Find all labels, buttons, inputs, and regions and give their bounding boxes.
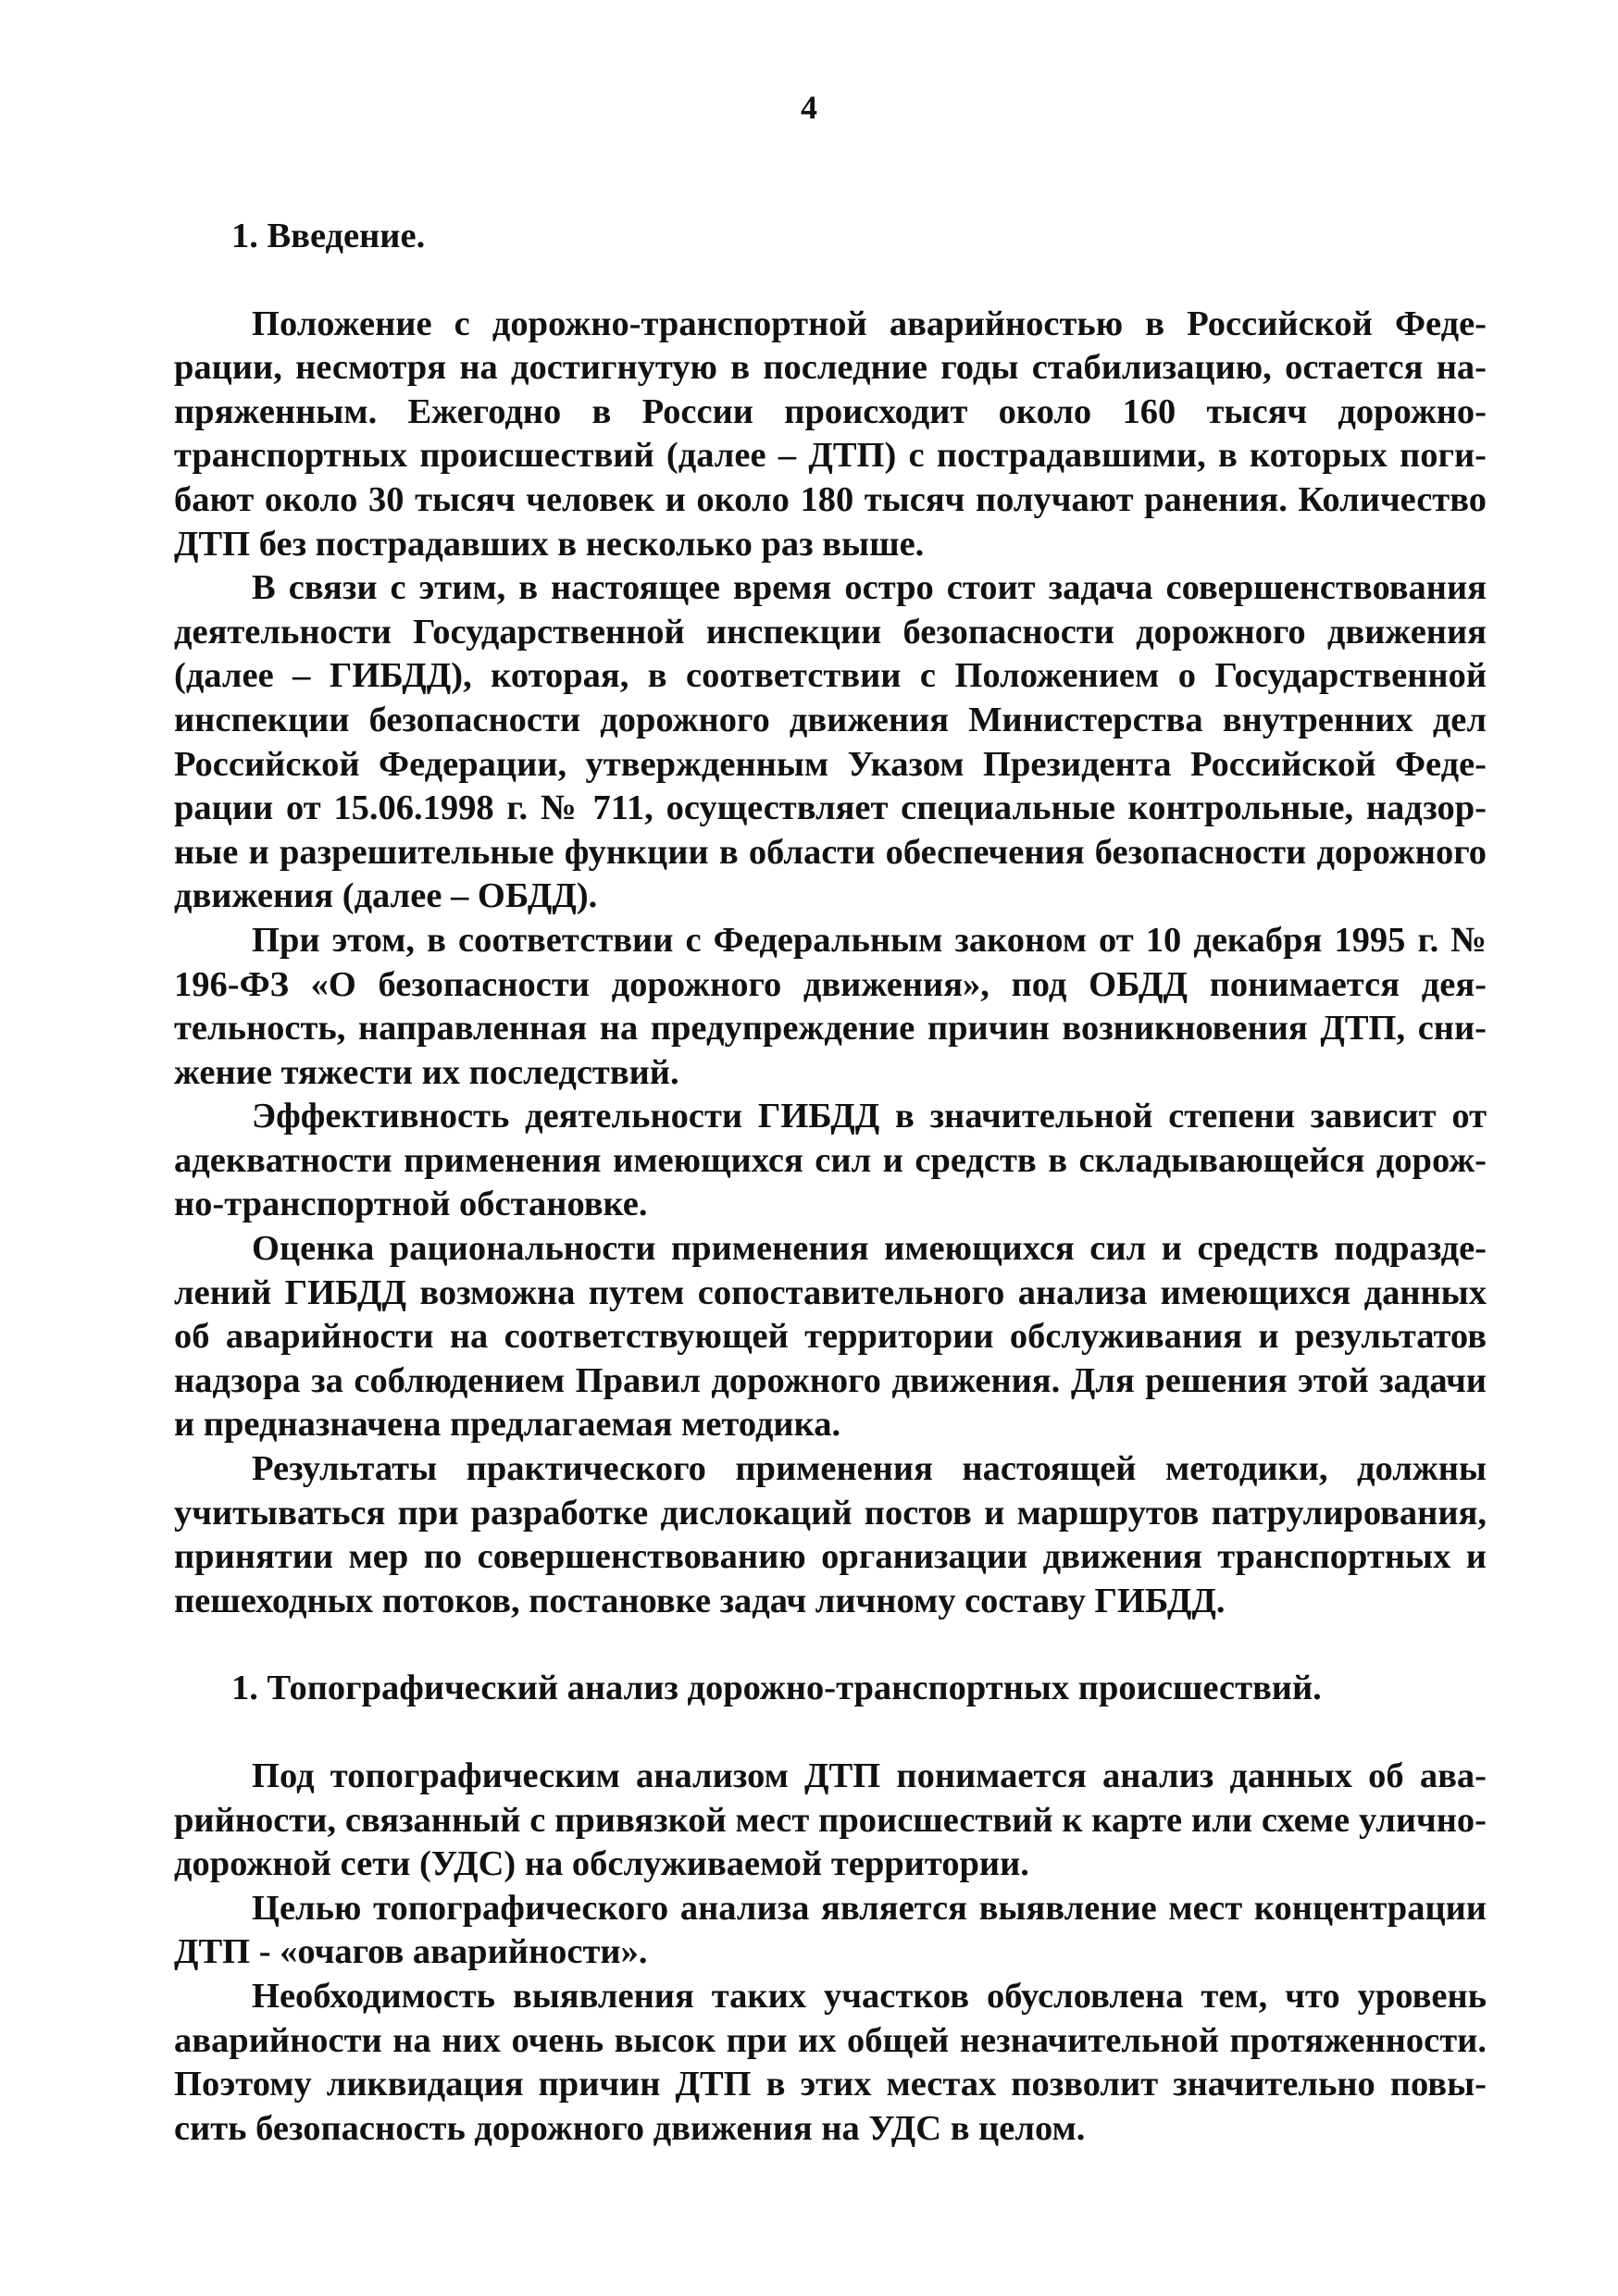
paragraph-topographic-definition: Под топографическим анализом ДТП понимается анализ данных об аварийности, связанный с привязкой мест происшествий к карте или схеме улично-дорожной сети (УДС) на обслуживаемой территории. <box>174 1756 1487 1884</box>
paragraph-topographic-goal: Целью топографического анализа является выявление мест концентрации ДТП - «очагов аварийности». <box>174 1888 1487 1972</box>
paragraph-practical-results: Результаты практического применения настоящей методики, должны учитываться при разработке дислокаций постов и маршрутов патрулирования, принятии мер по совершенствованию организации движения транспортных и пешеходных потоков, постановке задач личному составу ГИБДД. <box>174 1449 1487 1620</box>
paragraph-efficiency: Эффективность деятельности ГИБДД в значительной степени зависит от адекватности применения имеющихся сил и средств в складывающейся дорожно-транспортной обстановке. <box>174 1097 1487 1224</box>
section-heading-topographic-analysis: 1. Топографический анализ дорожно-транспортных происшествий. <box>231 1669 1322 1708</box>
paragraph-rationality-assessment: Оценка рациональности применения имеющихся сил и средств подразделений ГИБДД возможна путем сопоставительного анализа имеющихся данных об аварийности на соответствующей территории обслуживания и результатов надзора за соблюдением Правил дорожного движения. Для решения этой задачи и предназначена предлагаемая методика. <box>174 1229 1487 1445</box>
page-number: 4 <box>801 89 817 126</box>
document-body <box>174 215 1487 2151</box>
paragraph-gibdd-tasks: В связи с этим, в настоящее время остро стоит задача совершенствования деятельности Государственной инспекции безопасности дорожного движения (далее – ГИБДД), которая, в соответствии с Положением о Государственной инспекции безопасности дорожного движения Министерства внутренних дел Российской Федерации, утвержденным Указом Президента Российской Федерации от 15.06.1998 г. № 711, осуществляет специальные контрольные, надзорные и разрешительные функции в области обеспечения безопасности дорожного движения (далее – ОБДД). <box>174 568 1487 916</box>
paragraph-accident-situation: Положение с дорожно-транспортной аварийностью в Российской Федерации, несмотря на достигнутую в последние годы стабилизацию, остается напряженным. Ежегодно в России происходит около 160 тысяч дорожно-транспортных происшествий (далее – ДТП) с пострадавшими, в которых погибают около 30 тысяч человек и около 180 тысяч получают ранения. Количество ДТП без пострадавших в несколько раз выше. <box>174 304 1487 564</box>
section-heading-introduction: 1. Введение. <box>231 217 426 255</box>
paragraph-necessity: Необходимость выявления таких участков обусловлена тем, что уровень аварийности на них очень высок при их общей незначительной протяженности. Поэтому ликвидация причин ДТП в этих местах позволит значительно повысить безопасность дорожного движения на УДС в целом. <box>174 1976 1487 2148</box>
paragraph-federal-law: При этом, в соответствии с Федеральным законом от 10 декабря 1995 г. № 196-ФЗ «О безопасности дорожного движения», под ОБДД понимается деятельность, направленная на предупреждение причин возникновения ДТП, снижение тяжести их последствий. <box>174 920 1487 1092</box>
